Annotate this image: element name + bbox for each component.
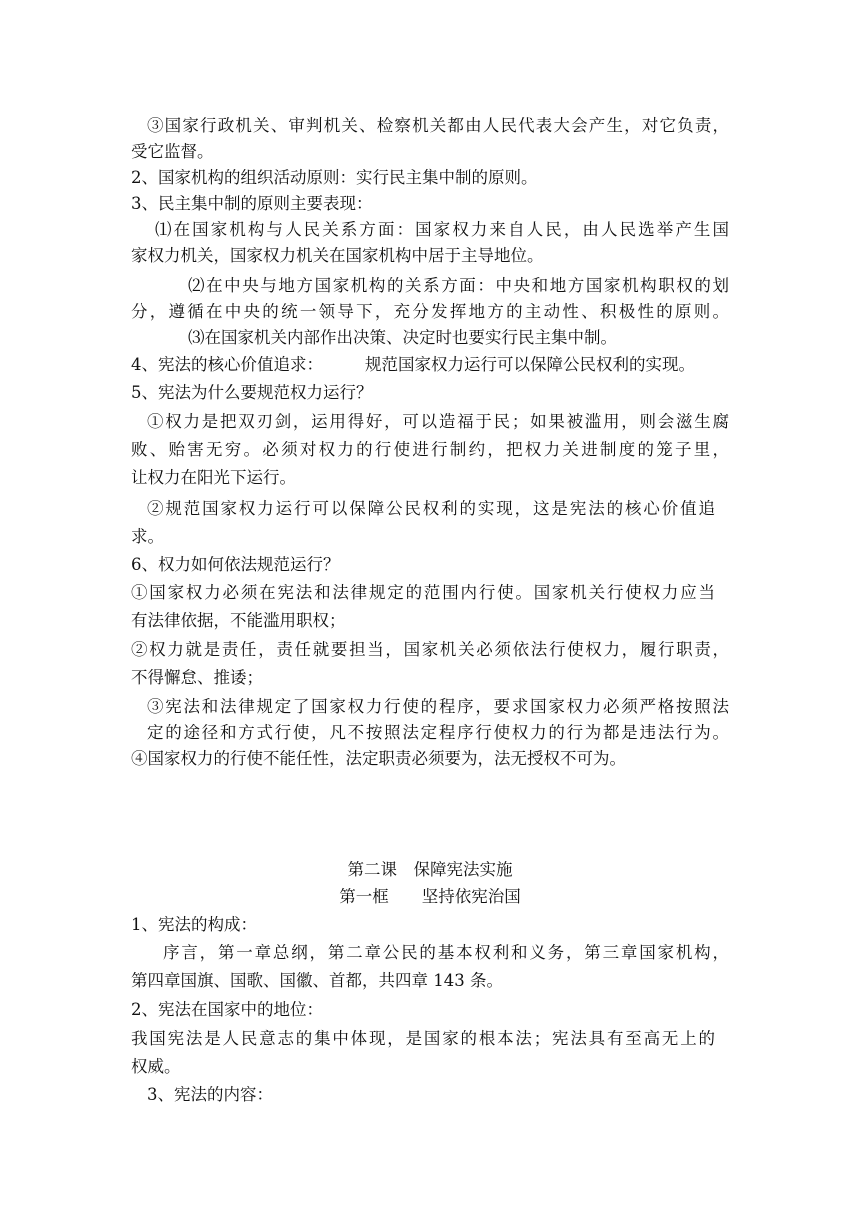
q6-item4-line: ④国家权力的行使不能任性，法定职责必须要为，法无授权不可为。 — [131, 749, 626, 768]
q5-item2-line-1: ②规范国家权力运行可以保障公民权利的实现，这是宪法的核心价值追 — [147, 499, 715, 518]
q4-text: 规范国家权力运行可以保障公民权利的实现。 — [365, 355, 695, 374]
q3-item3-line: ⑶在国家机关内部作出决策、决定时也要实行民主集中制。 — [188, 328, 617, 347]
lesson-title: 第二课 保障宪法实施 — [347, 860, 513, 879]
q3-item2-line-2: 分，遵循在中央的统一领导下，充分发挥地方的主动性、积极性的原则。 — [131, 302, 729, 321]
q6-item3-line-1: ③宪法和法律规定了国家权力行使的程序，要求国家权力必须严格按照法 — [147, 697, 729, 716]
section-title: 第一框 坚持依宪治国 — [339, 887, 521, 906]
q3-item1-line-1: ⑴在国家机构与人民关系方面：国家权力来自人民，由人民选举产生国 — [155, 220, 729, 239]
q6-item1-line-2: 有法律依据，不能滥用职权； — [131, 611, 346, 630]
s1-line-2: 第四章国旗、国歌、国徽、首都，共四章 143 条。 — [131, 971, 503, 990]
s2-line-2: 权威。 — [131, 1057, 181, 1076]
q6-item2-line-1: ②权力就是责任，责任就要担当，国家机关必须依法行使权力，履行职责， — [131, 640, 729, 659]
q4-label: 4、宪法的核心价值追求： — [131, 355, 323, 374]
s1-line-1: 序言，第一章总纲，第二章公民的基本权利和义务，第三章国家机构， — [163, 943, 729, 962]
q4-line — [131, 352, 695, 378]
q5-item2-line-2: 求。 — [131, 527, 164, 546]
s2-heading: 2、宪法在国家中的地位： — [131, 1000, 323, 1019]
q6-heading: 6、权力如何依法规范运行？ — [131, 555, 340, 574]
q6-item1-line-1: ①国家权力必须在宪法和法律规定的范围内行使。国家机关行使权力应当 — [131, 583, 715, 602]
s2-line-1: 我国宪法是人民意志的集中体现，是国家的根本法；宪法具有至高无上的 — [131, 1029, 715, 1048]
s3-heading: 3、宪法的内容： — [147, 1085, 273, 1104]
organs-line-2: 受它监督。 — [131, 142, 214, 161]
q3-item2-line-1: ⑵在中央与地方国家机构的关系方面：中央和地方国家机构职权的划 — [188, 276, 729, 295]
q3-heading: 3、民主集中制的原则主要表现： — [131, 194, 373, 213]
q6-item3-line-2: 定的途径和方式行使，凡不按照法定程序行使权力的行为都是违法行为。 — [147, 723, 729, 742]
q6-item2-line-2: 不得懈怠、推诿； — [131, 668, 263, 687]
q5-item1-line-1: ①权力是把双刃剑，运用得好，可以造福于民；如果被滥用，则会滋生腐 — [147, 412, 729, 431]
q5-item1-line-2: 败、贻害无穷。必须对权力的行使进行制约，把权力关进制度的笼子里， — [131, 440, 729, 459]
q2-line: 2、国家机构的组织活动原则：实行民主集中制的原则。 — [131, 168, 538, 187]
s1-heading: 1、宪法的构成： — [131, 915, 257, 934]
q5-heading: 5、宪法为什么要规范权力运行？ — [131, 383, 373, 402]
q5-item1-line-3: 让权力在阳光下运行。 — [131, 468, 296, 487]
organs-line-1: ③国家行政机关、审判机关、检察机关都由人民代表大会产生，对它负责， — [147, 116, 729, 135]
q3-item1-line-2: 家权力机关，国家权力机关在国家机构中居于主导地位。 — [131, 246, 544, 265]
